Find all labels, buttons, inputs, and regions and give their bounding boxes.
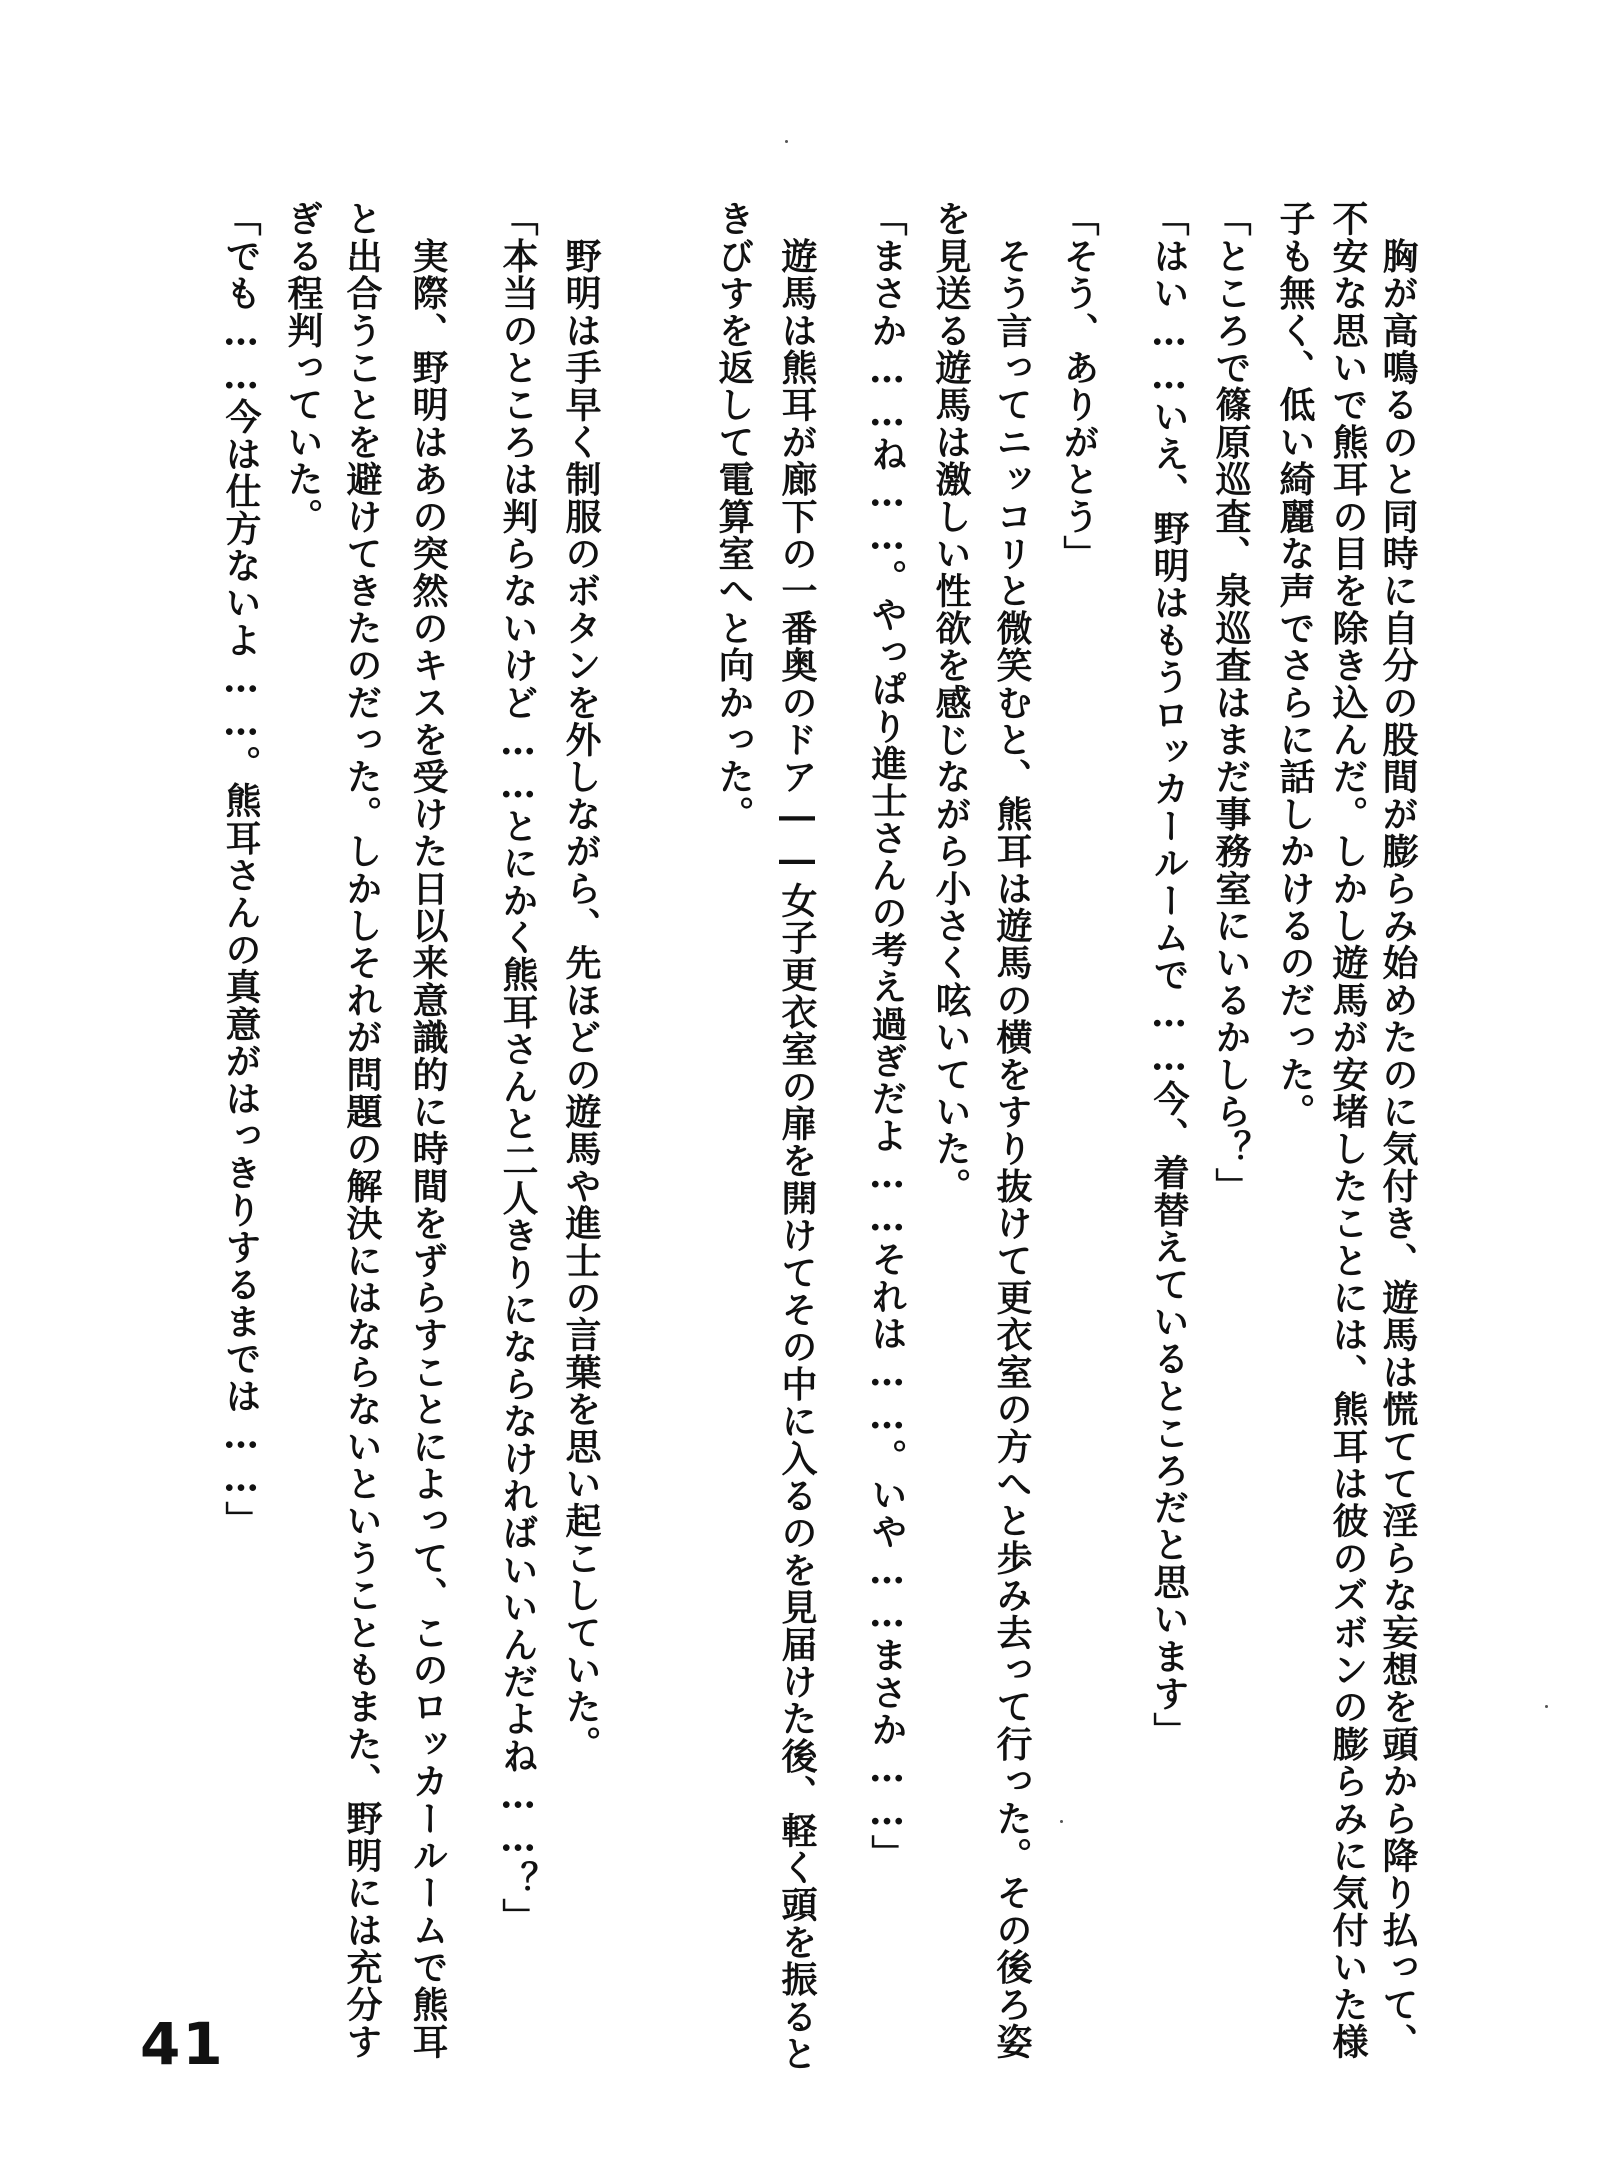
text-column: 「はい……いえ、野明はもうロッカールームで……今、着替えているところだと思います」: [1148, 200, 1190, 1750]
text-column: 「本当のところは判らないけど……とにかく熊耳さんと二人きりにならなければいいんだよね……？」: [497, 200, 539, 1936]
text-column: そう言ってニッコリと微笑むと、熊耳は遊馬の横をすり抜けて更衣室の方へと歩み去って行った。その後ろ姿: [991, 200, 1033, 2060]
page-number: 41: [140, 2010, 225, 2078]
text-column: 野明は手早く制服のボタンを外しながら、先ほどの遊馬や進士の言葉を思い起こしていた。: [560, 200, 602, 1763]
text-column: ぎる程判っていた。: [282, 200, 324, 535]
scan-speck: [1545, 1705, 1548, 1708]
text-column: 不安な思いで熊耳の目を除き込んだ。しかし遊馬が安堵したことには、熊耳は彼のズボンの膨らみに気付いた様: [1327, 200, 1369, 2060]
text-column: 「そう、ありがとう」: [1058, 200, 1100, 572]
text-column: 子も無く、低い綺麗な声でさらに話しかけるのだった。: [1274, 200, 1316, 1130]
text-column: を見送る遊馬は激しい性欲を感じながら小さく呟いていた。: [930, 200, 972, 1205]
text-column: きびすを返して電算室へと向かった。: [713, 200, 755, 833]
text-column: 遊馬は熊耳が廊下の一番奥のドア――女子更衣室の扉を開けてその中に入るのを見届けた後、軽く頭を振ると: [776, 200, 818, 2072]
scan-speck: [1060, 1820, 1063, 1823]
scan-speck: [785, 140, 788, 143]
text-column: 「まさか……ね……。やっぱり進士さんの考え過ぎだよ……それは……。いや……まさか……」: [866, 200, 908, 1872]
text-column: 「ところで篠原巡査、泉巡査はまだ事務室にいるかしら？」: [1210, 200, 1252, 1205]
text-column: 実際、野明はあの突然のキスを受けた日以来意識的に時間をずらすことによって、このロッカールームで熊耳: [407, 200, 449, 2060]
text-column: と出合うことを避けてきたのだった。しかしそれが問題の解決にはならないということもまた、野明には充分す: [341, 200, 383, 2060]
text-column: 「でも……今は仕方ないよ……。熊耳さんの真意がはっきりするまでは……」: [220, 200, 262, 1538]
text-column: 胸が高鳴るのと同時に自分の股間が膨らみ始めたのに気付き、遊馬は慌てて淫らな妄想を頭から降り払って、: [1377, 200, 1419, 2060]
